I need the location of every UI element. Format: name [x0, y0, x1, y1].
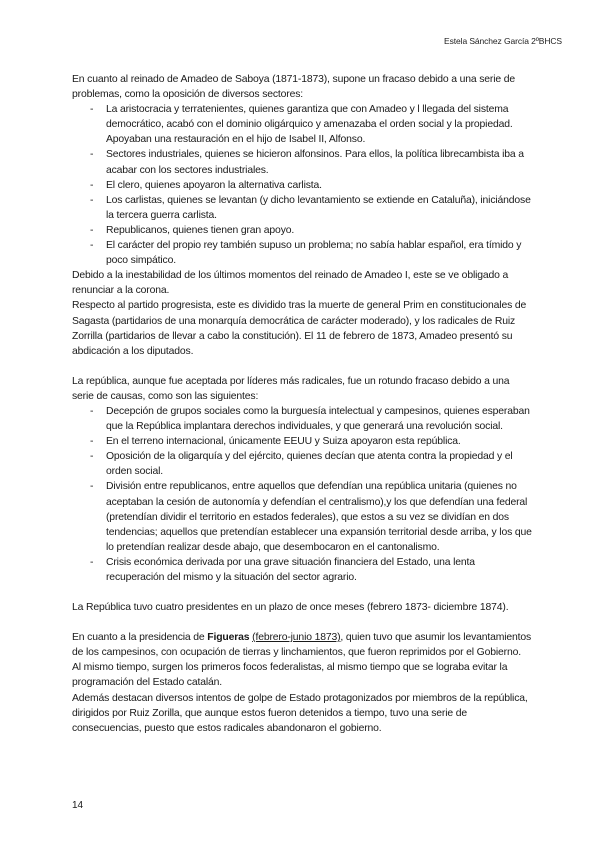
progresista-split: Respecto al partido progresista, este es dividido tras la muerte de general Prim en constitucionales de Sagasta (partidarios de una monarquía democrática de carácter moderado), y los radicales de Ruiz Zorrilla (partidarios de llevar a cabo la constitución). El 11 de febrero de 1873, Amadeo presentó su abdicación a los diputados. — [72, 300, 527, 357]
coup-attempts-paragraph: Además destacan diversos intentos de golpe de Estado protagonizados por miembros de la república, dirigidos por Ruiz Zorilla, que aunque estos fueron detenidos a tiempo, tuvo una serie de consecuencias, puesto que estos radicales abandonaron el gobierno. — [72, 692, 528, 734]
figueras-name: Figueras — [207, 632, 250, 644]
list-item: - Republicanos, quienes tienen gran apoyo. — [72, 223, 532, 238]
republica-intro: La república, aunque fue aceptada por líderes más radicales, fue un rotundo fracaso debido a una serie de causas, como son las siguientes: — [72, 375, 510, 402]
page-number: 14 — [72, 800, 84, 811]
figueras-lead: En cuanto a la presidencia de — [72, 632, 208, 644]
list-item: - Crisis económica derivada por una grave situación financiera del Estado, una lenta recuperación del mismo y la situación del sector agrario. — [72, 555, 532, 585]
figueras-paragraph — [72, 630, 532, 690]
presidents-paragraph: La República tuvo cuatro presidentes en un plazo de once meses (febrero 1873- diciembre 1874). — [72, 602, 509, 614]
list-item: - Decepción de grupos sociales como la burguesía intelectual y campesinos, quienes esperaban que la República implantara derechos individuales, y que generará una revolución social. — [72, 404, 532, 434]
list-item: - Sectores industriales, quienes se hicieron alfonsinos. Para ellos, la política librecambista iba a acabar con los sectores industriales. — [72, 147, 532, 177]
list-item: - El clero, quienes apoyaron la alternativa carlista. — [72, 178, 532, 193]
list-item: - El carácter del propio rey también supuso un problema; no sabía hablar español, era tímido y poco simpático. — [72, 238, 532, 268]
amadeo-abdication-reason: Debido a la inestabilidad de los últimos momentos del reinado de Amadeo I, este se ve obligado a renunciar a la corona. — [72, 270, 509, 297]
amadeo-problems-list — [72, 102, 532, 268]
republica-causes-list — [72, 404, 532, 585]
amadeo-intro: En cuanto al reinado de Amadeo de Saboya (1871-1873), supone un fracaso debido a una serie de problemas, como la oposición de diversos sectores: — [72, 74, 515, 101]
figueras-rest: , quien tuvo que asumir los levantamientos de los campesinos, con ocupación de tierras y linchamientos, que fueron reprimidos por el Gobierno. Al mismo tiempo, surgen los primeros focos federalistas, al mismo tiempo que se lograba evitar la programación del Estado catalán. — [72, 632, 532, 689]
list-item: - Los carlistas, quienes se levantan (y dicho levantamiento se extiende en Cataluña), iniciándose la tercera guerra carlista. — [72, 193, 532, 223]
list-item: - División entre republicanos, entre aquellos que defendían una república unitaria (quienes no aceptaban la cesión de autonomía y defendían el centralismo),y los que defendían una federal (pretendían dividir el territorio en estados federales), que estos a su vez se dividían en dos tendencias; aquellos que pretendían establecer una expansión territorial desde arriba, y los que lo pretendían realizar desde abajo, que desembocaron en el cantonalismo. — [72, 479, 532, 554]
list-item: - Oposición de la oligarquía y del ejército, quienes decían que atenta contra la propiedad y el orden social. — [72, 449, 532, 479]
list-item: - La aristocracia y terratenientes, quienes garantiza que con Amadeo y l llegada del sistema democrático, acabó con el dominio oligárquico y amenazaba el orden social y la propiedad. Apoyaban una restauración en el hijo de Isabel II, Alfonso. — [72, 102, 532, 147]
list-item: - En el terreno internacional, únicamente EEUU y Suiza apoyaron esta república. — [72, 434, 532, 449]
figueras-dates: (febrero-junio 1873) — [252, 632, 341, 644]
header-author: Estela Sánchez García 2ºBHCS — [444, 36, 562, 46]
document-body — [72, 72, 532, 736]
